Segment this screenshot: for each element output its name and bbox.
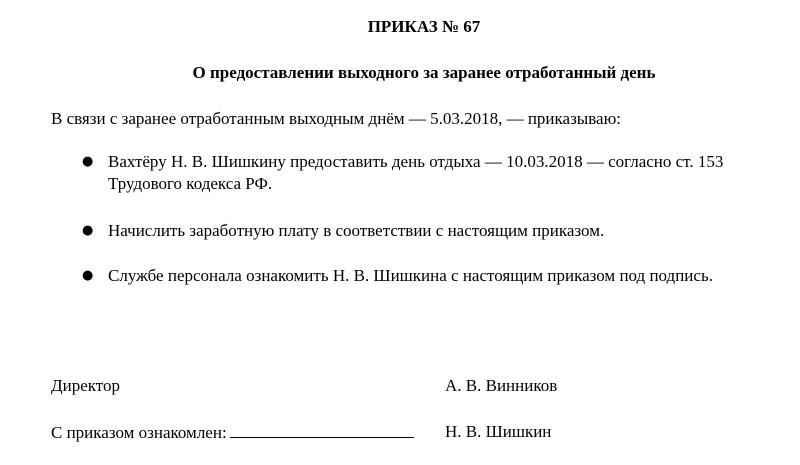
director-label: Директор [51,376,120,395]
intro-paragraph: В связи с заранее отработанным выходным днём — 5.03.2018, — приказываю: [51,109,621,128]
bullet-icon: ● [82,223,94,238]
bullet-icon: ● [82,154,94,169]
list-item-text: Службе персонала ознакомить Н. В. Шишкина с настоящим приказом под подпись. [108,266,713,285]
acknowledged-label: С приказом ознакомлен: [51,423,227,442]
acknowledged-row [51,421,414,444]
signature-line [230,421,414,438]
list-item-text: Начислить заработную плату в соответствии с настоящим приказом. [108,221,605,240]
document-title: ПРИКАЗ № 67 [367,17,481,36]
acknowledged-name: Н. В. Шишкин [445,422,552,441]
director-name: А. В. Винников [445,376,558,395]
document-subtitle: О предоставлении выходного за заранее отработанный день [192,63,656,82]
list-item-text: Вахтёру Н. В. Шишкину предоставить день отдыха — 10.03.2018 — согласно ст. 153 Трудового кодекса РФ. [108,152,724,193]
bullet-icon: ● [82,268,94,283]
